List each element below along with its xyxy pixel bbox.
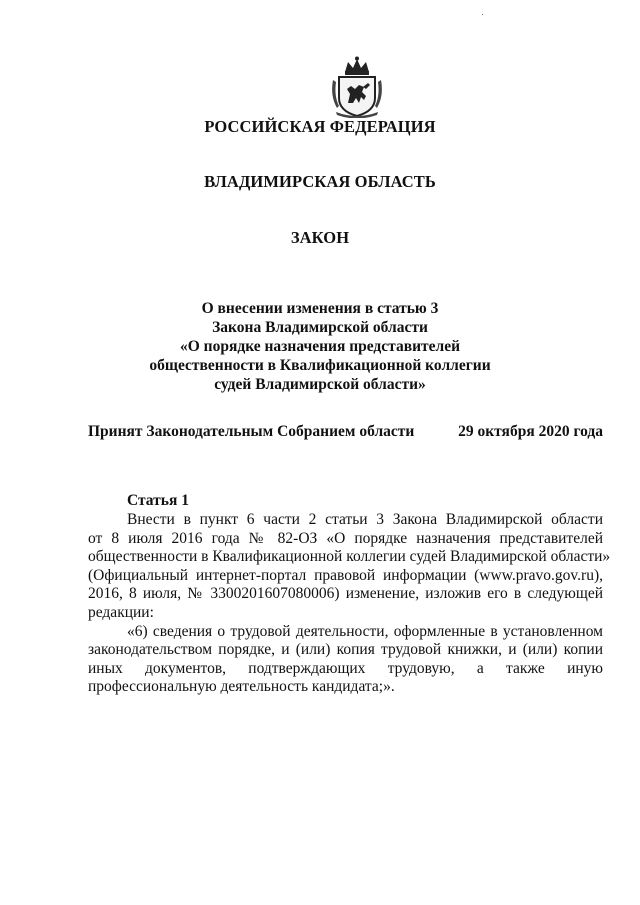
page-mark [482, 14, 483, 15]
law-title-line: Закона Владимирской области [212, 319, 428, 336]
law-title-line: «О порядке назначения представителей [179, 338, 461, 355]
coat-of-arms-icon [328, 56, 386, 118]
adoption-label: Принят Законодательным Собранием области [88, 423, 415, 440]
document-type-heading: ЗАКОН [290, 228, 350, 247]
law-title [0, 299, 640, 394]
body-line: законодательством порядке, и (или) копия трудовой книжки, и (или) копии [88, 641, 603, 659]
body-line: Внести в пункт 6 части 2 статьи 3 Закона Владимирской области [127, 511, 603, 528]
body-line: (Официальный интернет-портал правовой информации (www.pravo.gov.ru), [88, 566, 603, 584]
body-line: общественности в Квалификационной коллегии судей Владимирской области» [88, 548, 611, 566]
law-title-line: О внесении изменения в статью 3 [201, 300, 439, 317]
law-title-line: общественности в Квалификационной коллегии [149, 357, 491, 374]
body-line: профессиональную деятельность кандидата;». [88, 678, 395, 696]
body-line: редакции: [88, 603, 154, 621]
law-title-line: судей Владимирской области» [214, 376, 426, 393]
body-line: «6) сведения о трудовой деятельности, оформленные в установленном [127, 622, 603, 640]
body-line: от 8 июля 2016 года № 82-ОЗ «О порядке назначения представителей [88, 529, 603, 547]
body-line: 2016, 8 июля, № 3300201607080006) изменение, изложив его в следующей [88, 585, 603, 603]
adoption-date: 29 октября 2020 года [458, 423, 603, 440]
region-heading: ВЛАДИМИРСКАЯ ОБЛАСТЬ [204, 172, 436, 191]
article-heading: Статья 1 [127, 492, 189, 509]
article-body [88, 511, 611, 697]
federation-heading: РОССИЙСКАЯ ФЕДЕРАЦИЯ [204, 117, 436, 136]
body-line: иных документов, подтверждающих трудовую, а также иную [88, 659, 603, 677]
